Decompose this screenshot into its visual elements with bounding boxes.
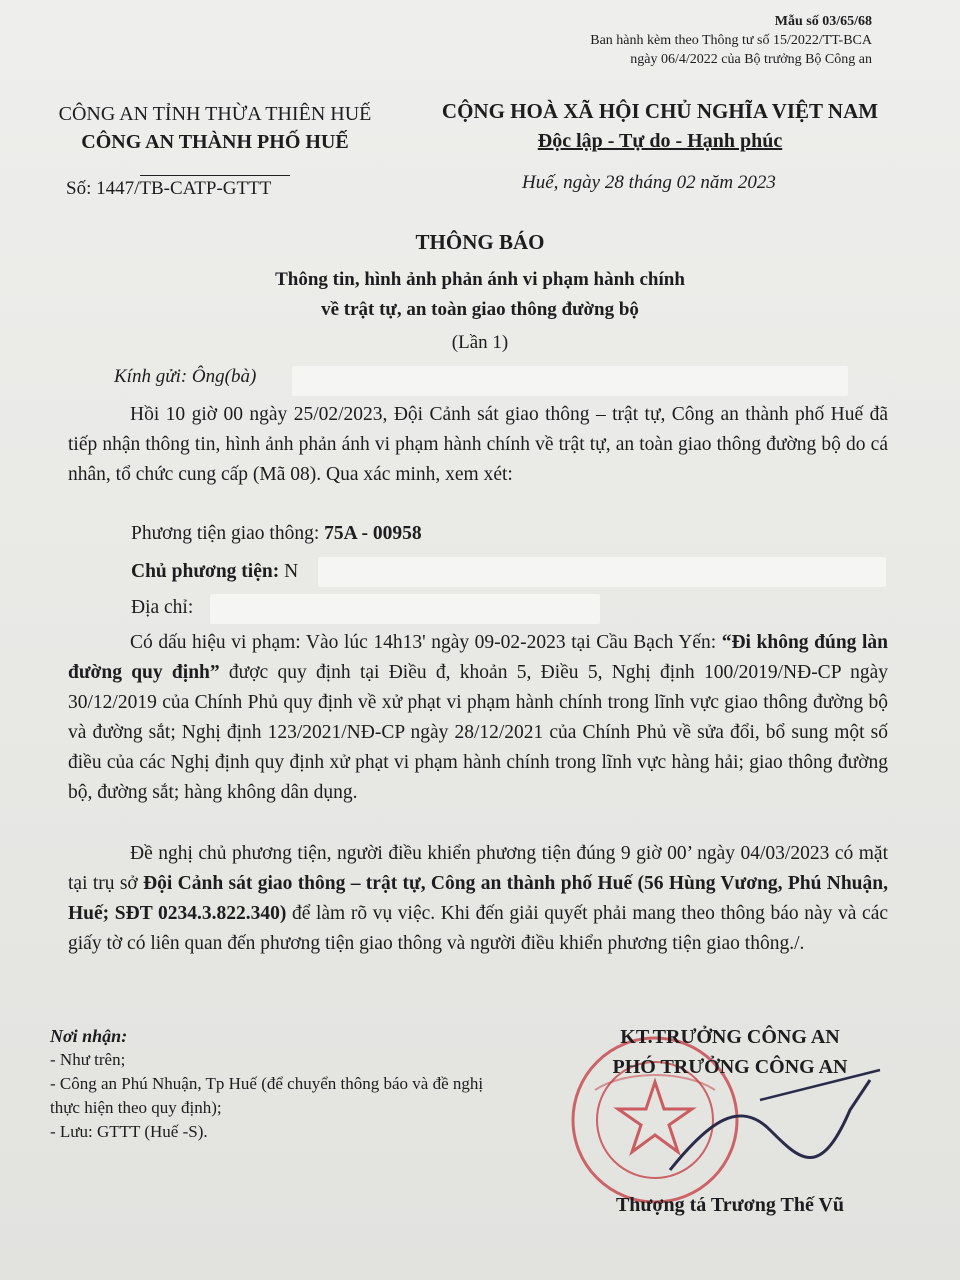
signature-line-1: KT.TRƯỞNG CÔNG AN <box>620 1026 840 1048</box>
subtitle-line-2: về trật tự, an toàn giao thông đường bộ <box>321 299 639 320</box>
form-code-block <box>590 12 872 69</box>
vehicle-label: Phương tiện giao thông: <box>131 523 320 544</box>
address-label: Địa chỉ: <box>131 597 194 618</box>
recipient-item: - Công an Phú Nhuận, Tp Huế (để chuyển thông báo và đề nghị thực hiện theo quy định); <box>50 1074 484 1117</box>
request-lead: Đề nghị chủ phương tiện, người điều khiển phương tiện đúng 9 giờ 00’ ngày 04/03/2023 có mặt tại trụ sở <box>68 843 888 894</box>
violation-text <box>68 628 888 808</box>
request-paragraph <box>68 839 888 959</box>
recipient-item: - Lưu: GTTT (Huế -S). <box>50 1122 208 1141</box>
form-issued-line-2: ngày 06/4/2022 của Bộ trưởng Bộ Công an <box>630 52 872 67</box>
request-text <box>68 839 888 959</box>
document-number: Số: 1447/TB-CATP-GTTT <box>66 178 272 199</box>
violation-lead: Có dấu hiệu vi phạm: Vào lúc 14h13' ngày 09-02-2023 tại Cầu Bạch Yến: <box>130 632 717 653</box>
violation-name: “Đi không đúng làn đường quy định” <box>68 632 889 683</box>
occurrence-label: (Lần 1) <box>451 332 509 353</box>
violation-paragraph <box>68 628 888 808</box>
intro-paragraph <box>68 400 888 490</box>
request-rest: để làm rõ vụ việc. Khi đến giải quyết phải mang theo thông báo này và các giấy tờ có liên quan đến phương tiện giao thông và người điều khiển phương tiện giao thông./. <box>68 903 889 954</box>
vehicle-plate: 75A - 00958 <box>324 523 422 544</box>
agency-underline <box>140 175 290 176</box>
handwritten-signature <box>650 1060 890 1200</box>
signature-line-2: PHÓ TRƯỞNG CÔNG AN <box>612 1056 848 1078</box>
violation-rest: được quy định tại Điều đ, khoản 5, Điều 5, Nghị định 100/2019/NĐ-CP ngày 30/12/2019 của Chính Phủ quy định về xử phạt vi phạm hành chính trong lĩnh vực giao thông đường bộ và đường sắt; Nghị định 123/2021/NĐ-CP ngày 28/12/2021 của Chính Phủ về sửa đổi, bổ sung một số điều của các Nghị định quy định xử phạt vi phạm hành chính trong lĩnh vực hàng hải; giao thông đường bộ, đường sắt; hàng không dân dụng. <box>68 662 888 803</box>
request-place: Đội Cảnh sát giao thông – trật tự, Công an thành phố Huế (56 Hùng Vương, Phú Nhuận, Huế; SĐT 0234.3.822.340) <box>68 873 888 924</box>
recipients-block <box>50 1024 510 1144</box>
nation-motto: Độc lập - Tự do - Hạnh phúc <box>537 130 783 152</box>
intro-text: Hồi 10 giờ 00 ngày 25/02/2023, Đội Cảnh sát giao thông – trật tự, Công an thành phố Huế đã tiếp nhận thông tin, hình ảnh phản ánh vi phạm hành chính về trật tự, an toàn giao thông đường bộ do cá nhân, tổ chức cung cấp (Mã 08). Qua xác minh, xem xét: <box>68 404 888 485</box>
form-issued-line-1: Ban hành kèm theo Thông tư số 15/2022/TT-BCA <box>590 33 872 48</box>
subtitle-line-1: Thông tin, hình ảnh phản ánh vi phạm hành chính <box>275 269 685 290</box>
recipient-label: Kính gửi: Ông(bà) <box>114 366 257 387</box>
owner-label: Chủ phương tiện: <box>131 561 280 582</box>
recipients-heading: Nơi nhận: <box>50 1026 128 1046</box>
redacted-recipient <box>292 366 848 396</box>
document-title: THÔNG BÁO <box>415 230 545 254</box>
redacted-owner <box>318 557 886 587</box>
vehicle-row <box>131 523 422 545</box>
agency-unit: CÔNG AN THÀNH PHỐ HUẾ <box>81 131 349 153</box>
place-date: Huế, ngày 28 tháng 02 năm 2023 <box>522 172 776 193</box>
nation-name: CỘNG HOÀ XÃ HỘI CHỦ NGHĨA VIỆT NAM <box>441 99 879 123</box>
owner-initial: N <box>284 561 299 582</box>
recipient-item: - Như trên; <box>50 1050 126 1069</box>
agency-header <box>30 100 400 184</box>
form-number: Mẫu số 03/65/68 <box>774 14 872 29</box>
owner-row <box>131 561 298 583</box>
nation-header <box>420 96 900 156</box>
agency-parent: CÔNG AN TỈNH THỪA THIÊN HUẾ <box>58 103 372 125</box>
redacted-address <box>210 594 600 624</box>
address-row <box>131 597 193 619</box>
signer-name: Thượng tá Trương Thế Vũ <box>615 1194 845 1216</box>
document-subtitle <box>0 265 960 325</box>
